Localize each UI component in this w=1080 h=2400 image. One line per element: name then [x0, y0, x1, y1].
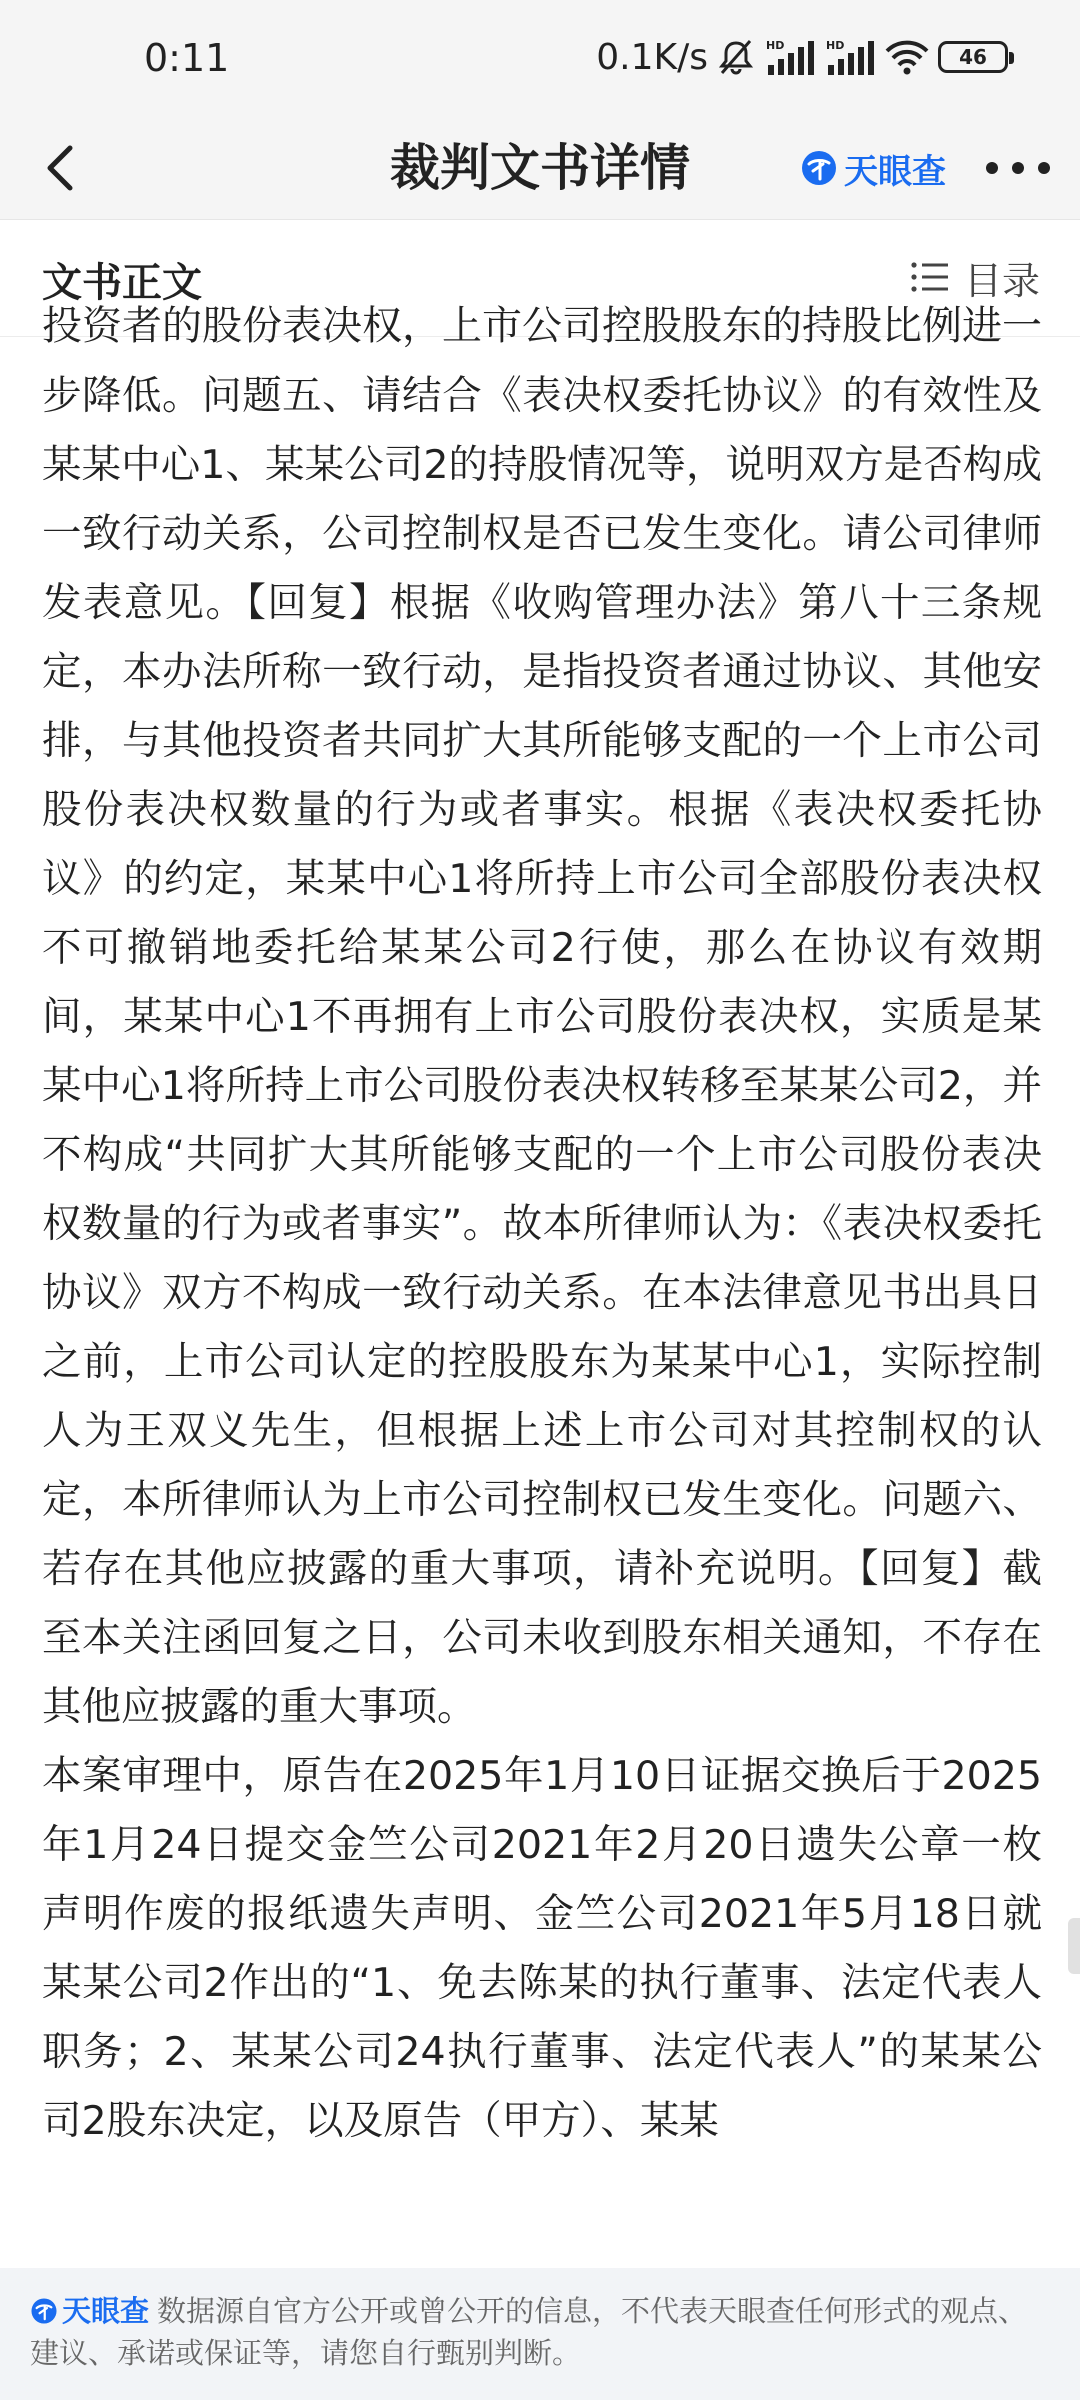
battery-level: 46 [959, 45, 987, 69]
nav-bar [0, 116, 1080, 220]
footer-brand-logo [30, 2290, 149, 2332]
section-title: 文书正文 [42, 260, 202, 306]
battery-icon [938, 41, 1008, 73]
disclaimer-body: 数据源自官方公开或曾公开的信息，不代表天眼查任何形式的观点、建议、承诺或保证等，请您自行甄别判断。 [30, 2294, 1028, 2370]
network-speed: 0.1K/s [596, 36, 708, 78]
svg-text:HD: HD [826, 39, 845, 52]
status-time: 0:11 [144, 36, 230, 80]
scroll-indicator[interactable] [1068, 1918, 1080, 1974]
document-paragraph: 步降低。问题五、请结合《表决权委托协议》的有效性及某某中心1、某某公司2的持股情况等，说明双方是否构成一致行动关系，公司控制权是否已发生变化。请公司律师发表意见。【回复】根据《收购管理办法》第八十三条规定，本办法所称一致行动，是指投资者通过协议、其他安排，与其他投资者共同扩大其所能够支配的一个上市公司股份表决权数量的行为或者事实。根据《表决权委托协议》的约定，某某中心1将所持上市公司全部股份表决权不可撤销地委托给某某公司2行使，那么在协议有效期间，某某中心1不再拥有上市公司股份表决权，实质是某某中心1将所持上市公司股份表决权转移至某某公司2，并不构成“共同扩大其所能够支配的一个上市公司股份表决权数量的行为或者事实”。故本所律师认为：《表决权委托协议》双方不构成一致行动关系。在本法律意见书出具日之前，上市公司认定的控股股东为某某中心1，实际控制人为王双义先生，但根据上述上市公司对其控制权的认定，本所律师认为上市公司控制权已发生变化。问题六、若存在其他应披露的重大事项，请补充说明。【回复】截至本关注函回复之日，公司未收到股东相关通知，不存在其他应披露的重大事项。 [42, 373, 1042, 1730]
status-icons [596, 30, 1008, 84]
mute-icon [716, 37, 756, 77]
more-button[interactable] [986, 144, 1050, 192]
document-paragraph: 本案审理中，原告在2025年1月10日证据交换后于2025年1月24日提交金竺公司2021年2月20日遗失公章一枚声明作废的报纸遗失声明、金竺公司2021年5月18日就某某公司2作出的“1、免去陈某的执行董事、法定代表人职务；2、某某公司24执行董事、法定代表人”的某某公司2股东决定，以及原告（甲方）、某某 [42, 1753, 1042, 2144]
page-title: 裁判文书详情 [390, 139, 690, 197]
toc-label: 目录 [963, 258, 1040, 303]
chevron-left-icon [42, 144, 78, 192]
more-dot [986, 162, 998, 174]
wifi-icon [884, 37, 930, 77]
brand-logo [800, 146, 946, 190]
more-dot [1012, 162, 1024, 174]
disclaimer-footer [0, 2268, 1080, 2400]
back-button[interactable] [30, 138, 90, 198]
status-bar [0, 0, 1080, 116]
tianyancha-logo-icon [800, 149, 838, 187]
brand-name: 天眼查 [844, 151, 946, 192]
more-dot [1038, 162, 1050, 174]
svg-text:HD: HD [766, 39, 785, 52]
disclaimer-text [30, 2290, 1050, 2374]
list-icon [910, 259, 950, 295]
signal-hd-icon [764, 37, 816, 77]
signal-hd-icon [824, 37, 876, 77]
tianyancha-logo-icon [30, 2297, 58, 2325]
footer-brand-name: 天眼查 [62, 2294, 150, 2328]
partial-line-text: 投资者的股份表决权，上市公司控股股东的持股比例进一 [42, 303, 1042, 349]
document-body[interactable] [42, 303, 1042, 2268]
partial-text-line [42, 303, 1042, 362]
